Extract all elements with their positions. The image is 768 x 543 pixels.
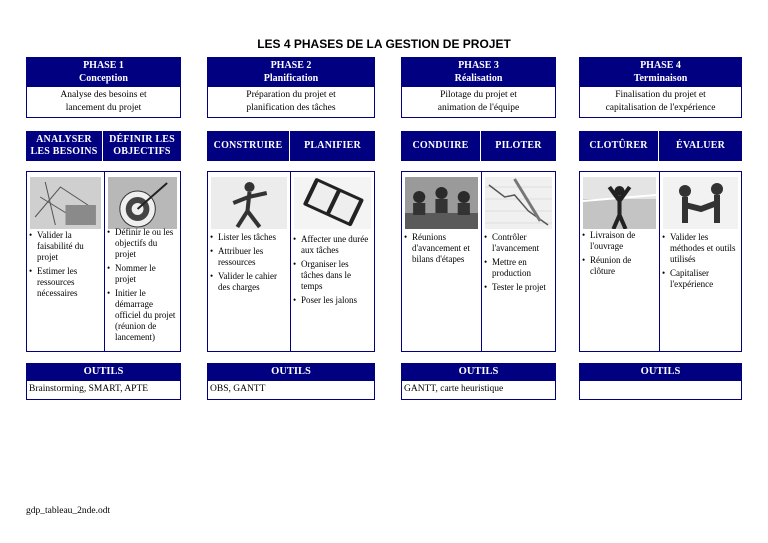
activity-label: PILOTER xyxy=(495,140,542,151)
list-item: • Livraison de l'ouvrage xyxy=(582,230,657,252)
activity-cell xyxy=(27,172,105,351)
phase-column-1 xyxy=(26,57,181,400)
tools-value: Brainstorming, SMART, APTE xyxy=(26,381,181,400)
activity-cell xyxy=(482,172,555,351)
phase-header xyxy=(26,57,181,87)
phase-description-line: lancement du projet xyxy=(65,102,142,113)
phase-header xyxy=(401,57,556,87)
phase-description xyxy=(26,87,181,118)
meeting-icon xyxy=(405,177,478,229)
activity-label: LES BESOINS xyxy=(30,146,98,157)
phase-description-line: Pilotage du projet et xyxy=(440,90,517,100)
phase-description-line: planification des tâches xyxy=(246,102,336,113)
phase-column-4 xyxy=(579,57,742,400)
phase-description-line: Analyse des besoins et xyxy=(60,90,147,100)
planner-icon xyxy=(294,177,371,229)
list-item: • Tester le projet xyxy=(484,282,553,293)
list-item: • Réunion de clôture xyxy=(582,255,657,277)
activity-header xyxy=(481,131,556,161)
phase-name: Terminaison xyxy=(633,73,688,84)
list-item: • Affecter une durée aux tâches xyxy=(293,234,372,256)
phase-description xyxy=(579,87,742,118)
tools-header: OUTILS xyxy=(207,363,375,381)
activity-label: OBJECTIFS xyxy=(113,146,171,157)
activity-header xyxy=(579,131,659,161)
activity-cell xyxy=(580,172,660,351)
phase-description-line: animation de l'équipe xyxy=(437,102,520,113)
activity-task-list xyxy=(404,232,479,268)
page-title: LES 4 PHASES DE LA GESTION DE PROJET xyxy=(257,37,511,51)
activity-header-row xyxy=(579,131,742,161)
activity-label: CONSTRUIRE xyxy=(213,140,283,151)
phase-header xyxy=(579,57,742,87)
tools-header: OUTILS xyxy=(579,363,742,381)
activity-task-list xyxy=(29,230,102,302)
list-item: • Poser les jalons xyxy=(293,295,372,306)
list-item: • Contrôler l'avancement xyxy=(484,232,553,254)
list-item: • Réunions d'avancement et bilans d'étapes xyxy=(404,232,479,265)
phase-number: PHASE 1 xyxy=(83,60,124,71)
activity-label: ÉVALUER xyxy=(675,140,725,151)
tools-value: GANTT, carte heuristique xyxy=(401,381,556,400)
activity-header-row xyxy=(401,131,556,161)
activity-label: CLOTÛRER xyxy=(589,140,648,151)
activity-header xyxy=(26,131,103,161)
list-item: • Initier le démarrage officiel du projet (réunion de lancement) xyxy=(107,288,178,343)
activity-label: DÉFINIR LES xyxy=(109,134,175,145)
list-item: • Capitaliser l'expérience xyxy=(662,268,739,290)
activity-header-row xyxy=(26,131,181,161)
activity-header xyxy=(659,131,742,161)
phase-column-2 xyxy=(207,57,375,400)
target-icon xyxy=(108,177,177,229)
activity-label: ANALYSER xyxy=(36,134,92,145)
list-item: • Valider les méthodes et outils utilisés xyxy=(662,232,739,265)
activity-cell xyxy=(660,172,741,351)
phase-header xyxy=(207,57,375,87)
activity-cell xyxy=(105,172,180,351)
activity-detail-box xyxy=(401,171,556,352)
activity-task-list xyxy=(582,230,657,280)
phase-description-line: Finalisation du projet et xyxy=(615,90,706,100)
phase-number: PHASE 2 xyxy=(270,60,312,71)
activity-detail-box xyxy=(207,171,375,352)
tools-header: OUTILS xyxy=(26,363,181,381)
phase-column-3 xyxy=(401,57,556,400)
activity-cell xyxy=(291,172,374,351)
list-item: • Lister les tâches xyxy=(210,232,288,243)
phase-name: Planification xyxy=(263,73,319,84)
activity-task-list xyxy=(210,232,288,296)
list-item: • Valider la faisabilité du projet xyxy=(29,230,102,263)
list-item: • Attribuer les ressources xyxy=(210,246,288,268)
phase-number: PHASE 3 xyxy=(458,60,499,71)
phase-description-line: capitalisation de l'expérience xyxy=(605,102,716,113)
activity-cell xyxy=(208,172,291,351)
chart-icon xyxy=(485,177,552,229)
phase-description xyxy=(207,87,375,118)
list-item: • Nommer le projet xyxy=(107,263,178,285)
footer-filename: gdp_tableau_2nde.odt xyxy=(26,506,111,516)
list-item: • Estimer les ressources nécessaires xyxy=(29,266,102,299)
activity-header xyxy=(401,131,481,161)
list-item: • Organiser les tâches dans le temps xyxy=(293,259,372,292)
activity-header xyxy=(290,131,375,161)
activity-task-list xyxy=(662,232,739,293)
list-item: • Mettre en production xyxy=(484,257,553,279)
finish-line-icon xyxy=(583,177,656,229)
phase-description xyxy=(401,87,556,118)
list-item: • Définir le ou les objectifs du projet xyxy=(107,227,178,260)
phase-number: PHASE 4 xyxy=(640,60,681,71)
phase-name: Conception xyxy=(79,73,128,84)
activity-header xyxy=(207,131,290,161)
tools-header: OUTILS xyxy=(401,363,556,381)
builder-icon xyxy=(211,177,287,229)
tools-value xyxy=(579,381,742,400)
phase-name: Réalisation xyxy=(454,73,503,84)
activity-header xyxy=(103,131,181,161)
plan-sketch-icon xyxy=(30,177,101,229)
activity-detail-box xyxy=(579,171,742,352)
activity-task-list xyxy=(107,227,178,346)
activity-task-list xyxy=(293,234,372,309)
activity-cell xyxy=(402,172,482,351)
activity-detail-box xyxy=(26,171,181,352)
activity-label: PLANIFIER xyxy=(304,140,361,151)
tools-value: OBS, GANTT xyxy=(207,381,375,400)
phase-description-line: Préparation du projet et xyxy=(246,90,336,100)
activity-task-list xyxy=(484,232,553,296)
activity-header-row xyxy=(207,131,375,161)
handshake-icon xyxy=(663,177,738,229)
list-item: • Valider le cahier des charges xyxy=(210,271,288,293)
activity-label: CONDUIRE xyxy=(412,140,469,151)
